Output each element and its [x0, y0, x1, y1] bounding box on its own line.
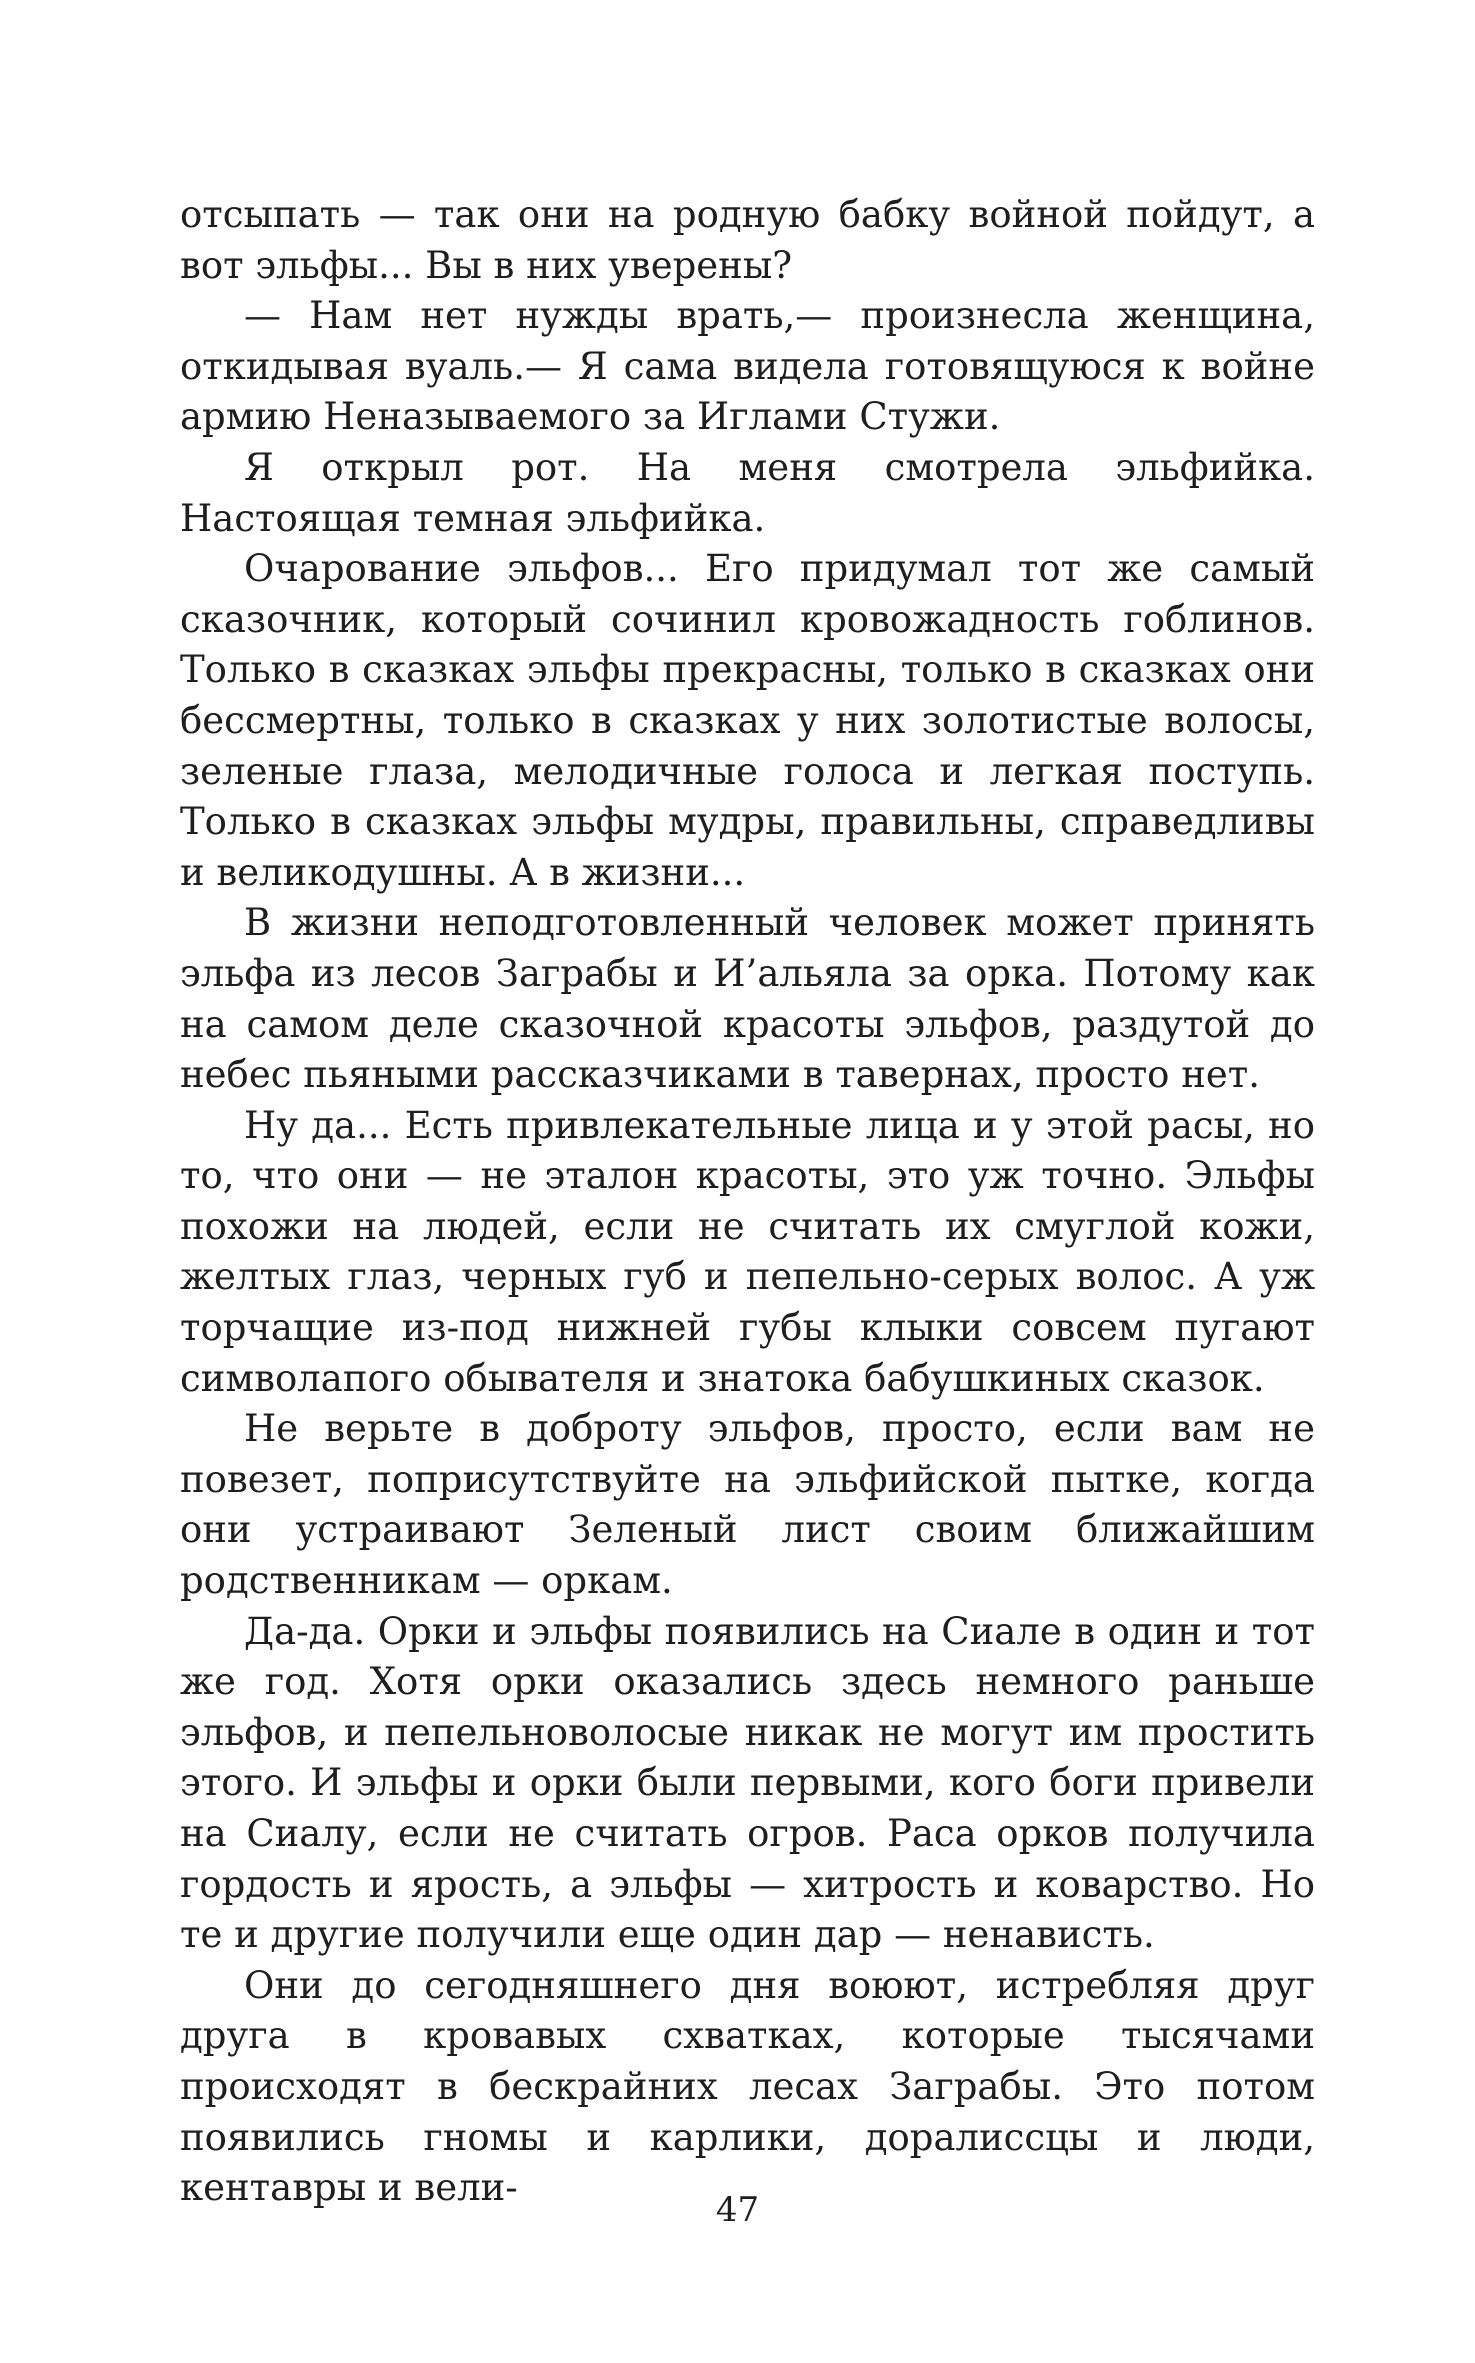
paragraph-7: Не верьте в доброту эльфов, просто, если вам не повезет, поприсутствуйте на эльфийской пытке, когда они устраивают Зеленый лист своим ближайшим родственникам — оркам. [180, 1407, 1315, 1603]
paragraph-8: Да-да. Орки и эльфы появились на Сиале в один и тот же год. Хотя орки оказались здесь немного раньше эльфов, и пепельноволосые никак не могут им простить этого. И эльфы и орки были первыми, кого боги привели на Сиалу, если не считать огров. Раса орков получила гордость и ярость, а эльфы — хитрость и коварство. Но те и другие получили еще один дар — ненависть. [180, 1609, 1315, 1957]
page-body [180, 190, 1315, 2214]
paragraph-9: Они до сегодняшнего дня воюют, истребляя друг друга в кровавых схватках, которые тысячами происходят в бескрайних лесах Заграбы. Это потом появились гномы и карлики, доралиссцы и люди, кентавры и вели- [180, 1963, 1315, 2210]
paragraph-2: — Нам нет нужды врать,— произнесла женщина, откидывая вуаль.— Я сама видела готовящуюся к войне армию Неназываемого за Иглами Стужи. [180, 294, 1315, 439]
page-number: 47 [715, 2190, 760, 2230]
paragraph-5: В жизни неподготовленный человек может принять эльфа из лесов Заграбы и И’альяла за орка. Потому как на самом деле сказочной красоты эльфов, раздутой до небес пьяными рассказчиками в тавернах, просто нет. [180, 901, 1315, 1097]
paragraph-6: Ну да... Есть привлекательные лица и у этой расы, но то, что они — не эталон красоты, это уж точно. Эльфы похожи на людей, если не считать их смуглой кожи, желтых глаз, черных губ и пепельно-серых волос. А уж торчащие из-под нижней губы клыки совсем пугают символапого обывателя и знатока бабушкиных сказок. [180, 1103, 1315, 1400]
paragraph-3: Я открыл рот. На меня смотрела эльфийка. Настоящая темная эльфийка. [180, 445, 1315, 540]
paragraph-1: отсыпать — так они на родную бабку войной пойдут, а вот эльфы... Вы в них уверены? [180, 193, 1315, 287]
paragraph-4: Очарование эльфов... Его придумал тот же самый сказочник, который сочинил кровожадность гоблинов. Только в сказках эльфы прекрасны, только в сказках они бессмертны, только в сказках у них золотистые волосы, зеленые глаза, мелодичные голоса и легкая поступь. Только в сказках эльфы мудры, правильны, справедливы и великодушны. А в жизни... [180, 547, 1315, 894]
